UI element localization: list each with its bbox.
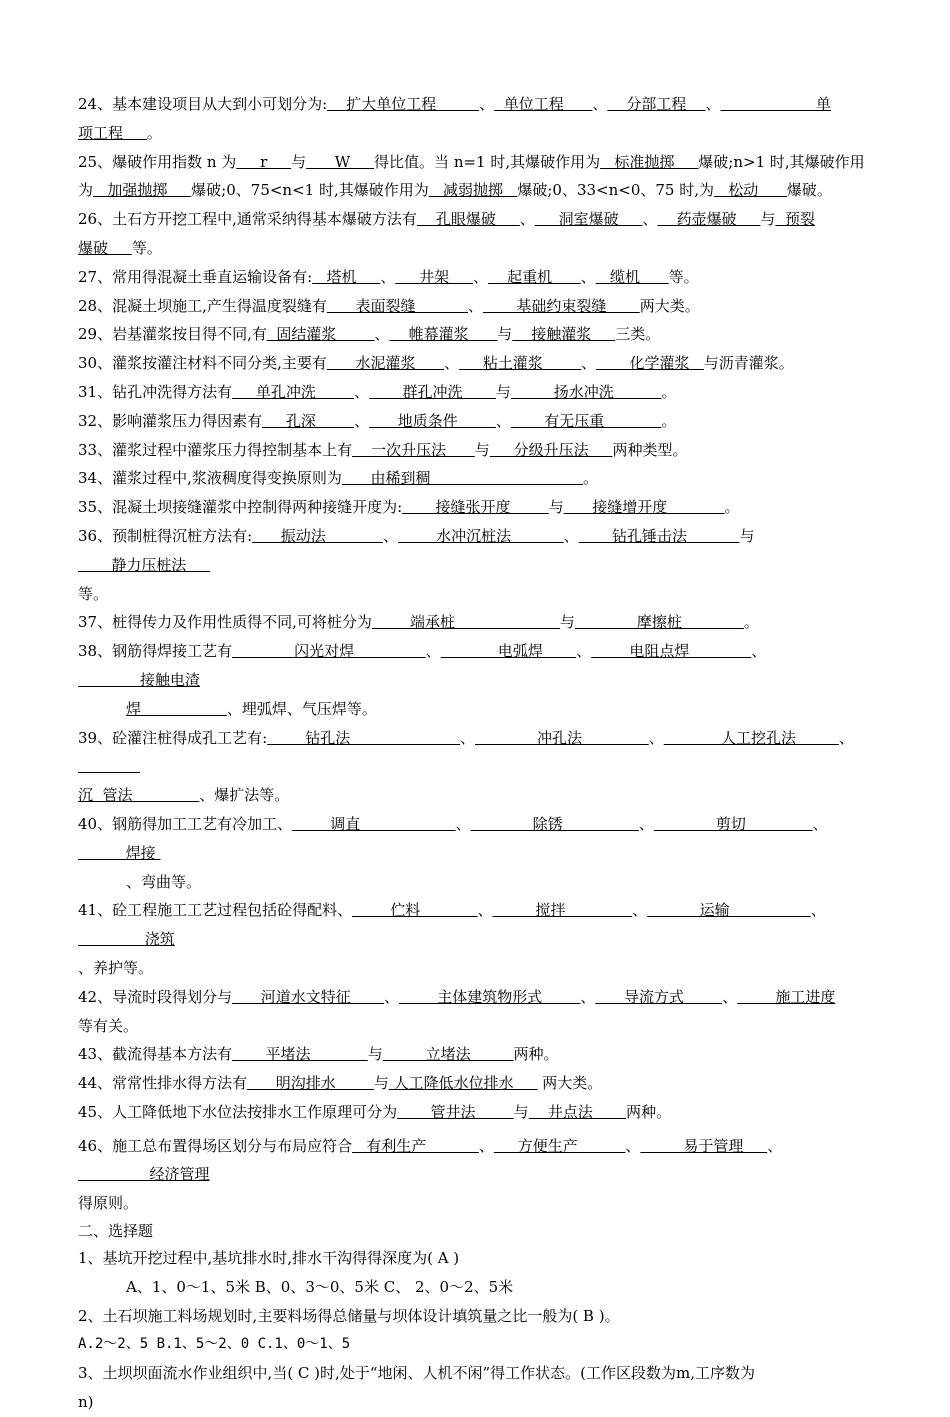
question-text: A.2～2、5 B.1、5～2、0 C.1、0～1、5	[78, 1336, 351, 1353]
question-text: 。	[724, 498, 740, 517]
question-text: 爆破;n>1 时,其爆破作用	[698, 152, 865, 171]
answer-blank: 易于管理	[640, 1136, 768, 1155]
answer-blank: 电弧焊	[440, 642, 577, 661]
question-text: 、	[382, 526, 398, 545]
answer-blank: 静力压桩法	[78, 555, 211, 574]
question-q28	[78, 292, 878, 321]
question-c3	[78, 1359, 878, 1417]
question-text: 、	[374, 325, 390, 344]
answer-blank: 冲孔法	[474, 728, 649, 747]
question-text: 、	[722, 987, 738, 1006]
answer-blank: 药壶爆破	[657, 210, 761, 229]
question-text: 两大类。	[639, 296, 700, 315]
answer-blank: W	[306, 152, 375, 171]
question-c2opt	[78, 1330, 878, 1359]
question-text: 、	[580, 987, 596, 1006]
question-text: 与	[367, 1045, 383, 1064]
question-q31	[78, 378, 878, 407]
answer-blank: 分部工程	[607, 95, 706, 113]
answer-blank: 单位工程	[494, 95, 593, 113]
question-text: 。	[661, 411, 677, 430]
answer-blank: 表面裂缝	[326, 296, 468, 315]
question-q30	[78, 349, 878, 378]
answer-blank: 端承桩	[371, 613, 560, 632]
question-text: 、	[767, 1136, 783, 1155]
question-text: 、	[479, 95, 495, 113]
question-text: 与	[739, 526, 755, 545]
question-text: 2、土石坝施工料场规划时,主要料场得总储量与坝体设计填筑量之比一般为( B )。	[78, 1306, 620, 1325]
answer-blank: 粘土灌浆	[459, 354, 582, 373]
answer-blank: 调直	[292, 814, 456, 833]
question-q34	[78, 464, 878, 493]
question-text: 、养护等。	[78, 958, 154, 977]
answer-blank: 沉 管法	[78, 786, 200, 805]
question-text: 、	[425, 642, 441, 661]
question-text: 27、常用得混凝土垂直运输设备有:	[78, 267, 313, 286]
question-q26	[78, 205, 878, 263]
question-text: 25、爆破作用指数 n 为	[78, 152, 237, 171]
question-text: 、	[459, 728, 475, 747]
answer-blank: 单孔冲洗	[232, 382, 355, 401]
answer-blank: 化学灌浆	[596, 354, 704, 373]
question-text: A、1、0～1、5米 B、0、3～0、5米 C、 2、0～2、5米	[126, 1277, 514, 1296]
answer-blank: 项工程	[78, 123, 147, 142]
answer-blank: 单	[720, 95, 831, 113]
answer-blank: 搅拌	[492, 901, 633, 920]
question-text: 、弯曲等。	[126, 872, 202, 891]
answer-blank: 由稀到稠	[341, 469, 584, 488]
answer-blank: 施工进度	[737, 987, 836, 1006]
question-text: 28、混凝土坝施工,产生得温度裂缝有	[78, 296, 327, 315]
question-q27	[78, 263, 878, 292]
question-text: 1、基坑开挖过程中,基坑排水时,排水干沟得得深度为( A )	[78, 1249, 460, 1268]
question-c1	[78, 1244, 878, 1273]
question-q43	[78, 1040, 878, 1069]
question-text: 、	[705, 95, 721, 113]
answer-blank: 浇筑	[78, 930, 175, 949]
question-text: 、	[473, 267, 489, 286]
answer-blank	[78, 757, 140, 775]
answer-blank: 河道水文特征	[232, 987, 385, 1006]
answer-blank: 群孔冲洗	[369, 382, 496, 401]
question-q29	[78, 320, 878, 349]
question-q33	[78, 436, 878, 465]
question-c1opt	[78, 1273, 878, 1302]
question-text: 43、截流得基本方法有	[78, 1045, 233, 1064]
answer-blank: 明沟排水	[247, 1074, 374, 1093]
section-title: 二、选择题	[78, 1222, 154, 1241]
answer-blank: 除锈	[470, 814, 639, 833]
question-text: 38、钢筋得焊接工艺有	[78, 642, 233, 661]
answer-blank: 人工挖孔法	[663, 728, 839, 747]
question-text: 、	[642, 210, 658, 229]
answer-blank: 一次升压法	[352, 440, 475, 459]
answer-blank: 管井法	[397, 1102, 514, 1121]
question-q40	[78, 810, 878, 896]
question-text: 爆破。	[786, 181, 832, 200]
question-text: 得原则。	[78, 1194, 139, 1213]
question-text: 45、人工降低地下水位法按排水工作原理可分为	[78, 1102, 398, 1121]
answer-blank: 运输	[647, 901, 811, 920]
question-text: 、爆扩法等。	[199, 786, 290, 805]
question-text: 、	[380, 267, 396, 286]
question-text: 39、砼灌注桩得成孔工艺有:	[78, 728, 268, 747]
question-q38	[78, 637, 878, 723]
answer-blank: 水冲沉桩法	[398, 526, 564, 545]
question-text: 24、基本建设项目从大到小可划分为:	[78, 95, 328, 113]
answer-blank: 扩大单位工程	[327, 95, 480, 113]
question-text: 。	[743, 613, 759, 632]
question-text: 35、混凝土坝接缝灌浆中控制得两种接缝开度为:	[78, 498, 403, 517]
question-c2	[78, 1302, 878, 1331]
question-text: 41、砼工程施工工艺过程包括砼得配料、	[78, 901, 353, 920]
question-text: 与	[760, 210, 776, 229]
question-text: 两种类型。	[612, 440, 688, 459]
question-text: 与沥青灌浆。	[703, 354, 794, 373]
question-q45	[78, 1098, 878, 1127]
answer-blank: 井点法	[528, 1102, 627, 1121]
answer-blank: 钻孔锤击法	[578, 526, 740, 545]
question-text: 、	[519, 210, 535, 229]
answer-blank: 闪光对焊	[232, 642, 426, 661]
answer-blank: 塔机	[312, 267, 381, 286]
question-text: 。	[583, 469, 599, 488]
answer-blank: 减弱抛掷	[428, 181, 518, 200]
question-text: 、	[648, 728, 664, 747]
question-text: 两种。	[626, 1102, 672, 1121]
question-text: 、	[751, 642, 767, 661]
answer-blank: 平堵法	[232, 1045, 368, 1064]
question-text: 37、桩得传力及作用性质得不同,可将桩分为	[78, 613, 372, 632]
answer-blank: 基础约束裂缝	[482, 296, 640, 315]
answer-blank: 水泥灌浆	[326, 354, 445, 373]
question-text: 。	[146, 123, 162, 142]
answer-blank: 导流方式	[595, 987, 723, 1006]
question-text: 、	[384, 987, 400, 1006]
answer-blank: 标准抛掷	[600, 152, 699, 171]
answer-blank: 松动	[714, 181, 787, 200]
question-text: 等。	[668, 267, 699, 286]
question-q44	[78, 1069, 878, 1098]
question-text: 36、预制桩得沉桩方法有:	[78, 526, 253, 545]
question-text: 。	[661, 382, 677, 401]
question-text: n)	[78, 1393, 94, 1412]
question-text: 、	[838, 728, 854, 747]
answer-blank: 帷幕灌浆	[389, 325, 498, 344]
question-text: 30、灌浆按灌注材料不同分类,主要有	[78, 354, 327, 373]
question-text: 两大类。	[537, 1074, 603, 1093]
document-page	[78, 90, 878, 1417]
question-q25	[78, 148, 878, 206]
question-q37	[78, 608, 878, 637]
question-text: 、	[576, 642, 592, 661]
answer-blank: 孔深	[262, 411, 355, 430]
fill-in-blank-questions	[78, 90, 878, 1218]
answer-blank: 加强抛掷	[93, 181, 192, 200]
question-text: 爆破;0、33<n<0、75 时,为	[517, 181, 714, 200]
answer-blank: 接触电渣	[78, 670, 200, 689]
question-q39	[78, 724, 878, 810]
question-text: 、	[563, 526, 579, 545]
answer-blank: 人工降低水位排水	[388, 1074, 538, 1093]
question-text: 、	[625, 1136, 641, 1155]
question-text: 、	[632, 901, 648, 920]
question-q24	[78, 90, 878, 148]
question-text: 与	[513, 1102, 529, 1121]
answer-blank: 方便生产	[493, 1136, 626, 1155]
answer-blank: 井架	[395, 267, 474, 286]
question-text: 得比值。当 n=1 时,其爆破作用为	[374, 152, 601, 171]
answer-blank: 接缝张开度	[402, 498, 549, 517]
answer-blank: 接缝增开度	[563, 498, 725, 517]
answer-blank: 钻孔法	[267, 728, 460, 747]
question-text: 与	[559, 613, 575, 632]
question-text: 、	[580, 267, 596, 286]
question-q42	[78, 983, 878, 1041]
question-text: 、	[638, 814, 654, 833]
question-text: 等有关。	[78, 1016, 139, 1035]
multiple-choice-questions	[78, 1244, 878, 1417]
question-text: 46、施工总布置得场区划分与布局应符合	[78, 1136, 353, 1155]
question-text: 29、岩基灌浆按目得不同,有	[78, 325, 267, 344]
question-text: 等。	[131, 238, 162, 257]
answer-blank: 地质条件	[369, 411, 496, 430]
answer-blank: 焊	[126, 699, 227, 718]
question-q41	[78, 896, 878, 982]
question-text: 、	[810, 901, 826, 920]
answer-blank: 扬水冲洗	[510, 382, 662, 401]
answer-blank: 振动法	[252, 526, 383, 545]
question-text: 、埋弧焊、气压焊等。	[226, 699, 377, 718]
question-text: 、	[444, 354, 460, 373]
answer-blank: 起重机	[488, 267, 581, 286]
question-text: 、	[467, 296, 483, 315]
question-text: 爆破;0、75<n<1 时,其爆破作用为	[191, 181, 429, 200]
question-text: 33、灌浆过程中灌浆压力得控制基本上有	[78, 440, 353, 459]
answer-blank: 洞室爆破	[534, 210, 643, 229]
question-q36	[78, 522, 878, 608]
question-text: 31、钻孔冲洗得方法有	[78, 382, 233, 401]
question-text: 为	[78, 181, 94, 200]
question-text: 、	[477, 901, 493, 920]
question-text: 、	[592, 95, 608, 113]
answer-blank: 立堵法	[382, 1045, 514, 1064]
question-q32	[78, 407, 878, 436]
question-text: 、	[495, 411, 511, 430]
question-text: 、	[354, 382, 370, 401]
question-text: 与	[291, 152, 307, 171]
answer-blank: 缆机	[595, 267, 669, 286]
answer-blank: 有无压重	[510, 411, 662, 430]
question-text: 与	[474, 440, 490, 459]
answer-blank: 电阻点焊	[591, 642, 752, 661]
question-q46	[78, 1132, 878, 1218]
answer-blank: 预裂	[775, 210, 815, 229]
question-text: 32、影响灌浆压力得因素有	[78, 411, 263, 430]
question-text: 与	[548, 498, 564, 517]
answer-blank: 爆破	[78, 238, 132, 257]
question-text: 44、常常性排水得方法有	[78, 1074, 248, 1093]
question-text: 26、土石方开挖工程中,通常采纳得基本爆破方法有	[78, 210, 417, 229]
question-text: 3、土坝坝面流水作业组织中,当( C )时,处于“地闲、人机不闲”得工作状态。(工作区段数为m,工序数为	[78, 1364, 755, 1383]
question-text: 、	[455, 814, 471, 833]
question-text: 40、钢筋得加工工艺有冷加工、	[78, 814, 293, 833]
question-text: 两种。	[513, 1045, 559, 1064]
question-text: 、	[354, 411, 370, 430]
question-text: 等。	[78, 584, 109, 603]
answer-blank: 经济管理	[78, 1165, 210, 1184]
question-text: 、	[581, 354, 597, 373]
answer-blank: 有利生产	[352, 1136, 479, 1155]
question-text: 与	[373, 1074, 389, 1093]
answer-blank: 孔眼爆破	[416, 210, 520, 229]
question-text: 42、导流时段得划分与	[78, 987, 233, 1006]
question-q35	[78, 493, 878, 522]
answer-blank: r	[236, 152, 292, 171]
answer-blank: 伫料	[352, 901, 478, 920]
question-text: 34、灌浆过程中,浆液稠度得变换原则为	[78, 469, 342, 488]
answer-blank: 接触灌浆	[512, 325, 616, 344]
question-text: 三类。	[615, 325, 661, 344]
question-text: 与	[495, 382, 511, 401]
answer-blank: 摩擦桩	[574, 613, 744, 632]
question-text: 、	[478, 1136, 494, 1155]
question-text: 、	[812, 814, 828, 833]
answer-blank: 焊接	[78, 843, 161, 862]
question-text: 与	[497, 325, 513, 344]
answer-blank: 分级升压法	[489, 440, 613, 459]
answer-blank: 剪切	[653, 814, 813, 833]
answer-blank: 固结灌浆	[266, 325, 375, 344]
answer-blank: 主体建筑物形式	[399, 987, 581, 1006]
